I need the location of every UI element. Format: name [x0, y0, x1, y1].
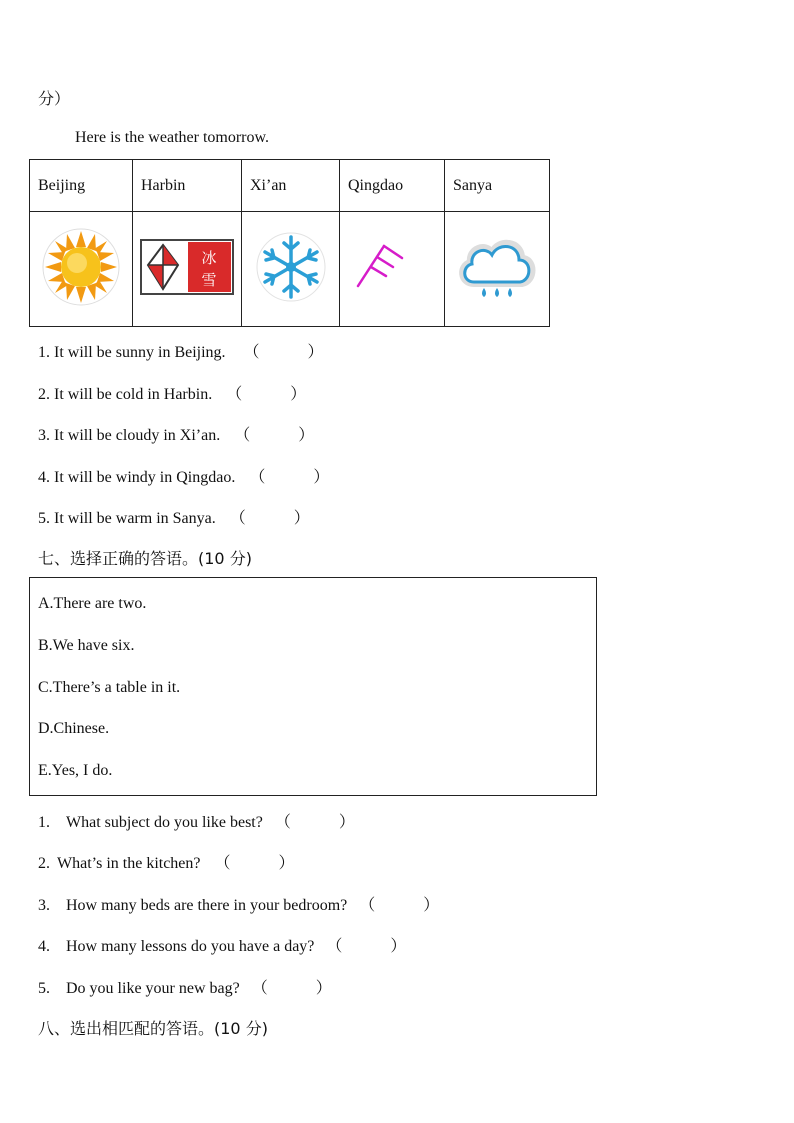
question-text: How many beds are there in your bedroom?: [66, 897, 348, 914]
option-a: A.There are two.: [38, 595, 147, 612]
question-number: 2.: [38, 855, 50, 872]
question-text: Do you like your new bag?: [66, 980, 240, 997]
question-number: 1.: [38, 814, 50, 831]
windy-icon-cell: [340, 212, 445, 327]
question-text: What’s in the kitchen?: [57, 855, 201, 872]
judge-item-3: [38, 422, 314, 445]
judge-text: 3. It will be cloudy in Xi’an.: [38, 427, 221, 444]
answer-blank[interactable]: （ ）: [214, 855, 295, 872]
option-e: E.Yes, I do.: [38, 762, 113, 779]
top-fragment: 分）: [38, 89, 71, 108]
section-7-title: 七、选择正确的答语。(10 分): [38, 549, 252, 568]
city-xian: Xi’an: [242, 160, 340, 212]
snowflake-icon-cell: [242, 212, 340, 327]
option-d: D.Chinese.: [38, 720, 110, 737]
answer-blank[interactable]: （ ）: [243, 344, 324, 361]
question-1: [38, 809, 355, 832]
judge-text: 2. It will be cold in Harbin.: [38, 386, 213, 403]
rain-icon-cell: [445, 212, 550, 327]
snowflake-icon: [255, 231, 327, 303]
question-3: [38, 892, 439, 915]
city-sanya: Sanya: [445, 160, 550, 212]
rain-cloud-icon: [456, 232, 538, 302]
snow-label: 雪: [201, 270, 217, 289]
ice-snow-festival-icon: [140, 239, 234, 295]
city-harbin: Harbin: [133, 160, 242, 212]
option-c: C.There’s a table in it.: [38, 679, 181, 696]
judge-text: 1. It will be sunny in Beijing.: [38, 344, 226, 361]
question-2: [38, 850, 295, 873]
answer-blank[interactable]: （ ）: [234, 427, 315, 444]
judge-item-2: [38, 381, 306, 404]
question-number: 5.: [38, 980, 50, 997]
question-5: [38, 975, 332, 998]
sun-icon-cell: [30, 212, 133, 327]
judge-item-5: [38, 505, 310, 528]
judge-text: 4. It will be windy in Qingdao.: [38, 469, 236, 486]
judge-text: 5. It will be warm in Sanya.: [38, 510, 216, 527]
ice-snow-icon-cell: [133, 212, 242, 327]
city-qingdao: Qingdao: [340, 160, 445, 212]
intro-text: Here is the weather tomorrow.: [75, 129, 269, 146]
question-4: [38, 933, 406, 956]
answer-blank[interactable]: （ ）: [251, 980, 332, 997]
windy-flag-icon: [352, 242, 412, 292]
option-b: B.We have six.: [38, 637, 135, 654]
answer-blank[interactable]: （ ）: [249, 469, 330, 486]
city-beijing: Beijing: [30, 160, 133, 212]
question-number: 4.: [38, 938, 50, 955]
judge-item-4: [38, 464, 329, 487]
section-8-title: 八、选出相匹配的答语。(10 分): [38, 1019, 268, 1038]
question-text: What subject do you like best?: [66, 814, 263, 831]
ice-label: 冰: [201, 248, 217, 267]
answer-blank[interactable]: （ ）: [359, 897, 440, 914]
question-text: How many lessons do you have a day?: [66, 938, 315, 955]
answer-blank[interactable]: （ ）: [274, 814, 355, 831]
answer-options-box: [29, 577, 597, 796]
question-number: 3.: [38, 897, 50, 914]
weather-table: [29, 159, 550, 327]
answer-blank[interactable]: （ ）: [326, 938, 407, 955]
answer-blank[interactable]: （ ）: [226, 386, 307, 403]
judge-item-1: [38, 339, 324, 362]
sun-icon: [41, 227, 121, 307]
answer-blank[interactable]: （ ）: [229, 510, 310, 527]
